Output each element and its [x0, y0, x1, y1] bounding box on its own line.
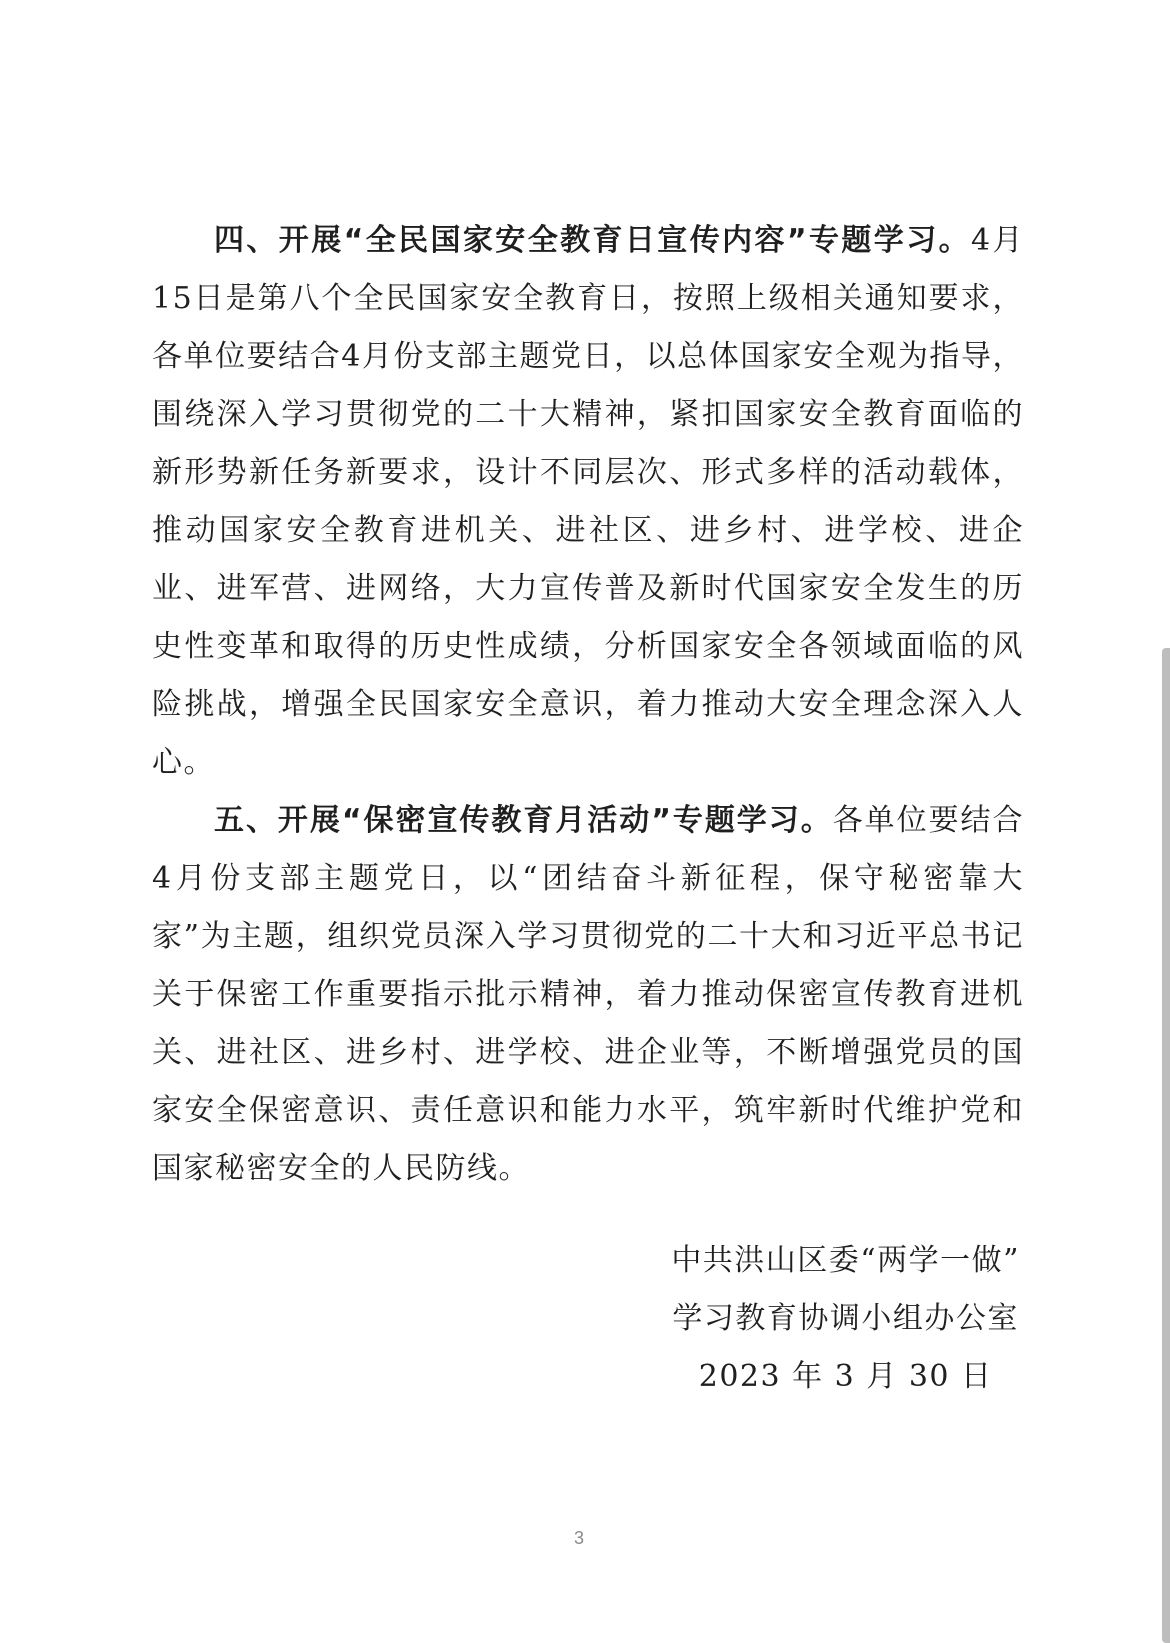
scrollbar-thumb[interactable]: [1162, 648, 1170, 1643]
paragraph-4-heading: 四、开展“全民国家安全教育日宣传内容”专题学习。: [214, 223, 972, 258]
paragraph-5: [152, 792, 1024, 1198]
paragraph-4-body: 4月15日是第八个全民国家安全教育日，按照上级相关通知要求，各单位要结合4月份支部主题党日，以总体国家安全观为指导，围绕深入学习贯彻党的二十大精神，紧扣国家安全教育面临的新形势新任务新要求，设计不同层次、形式多样的活动载体，推动国家安全教育进机关、进社区、进乡村、进学校、进企业、进军营、进网络，大力宣传普及新时代国家安全发生的历史性变革和取得的历史性成绩，分析国家安全各领域面临的风险挑战，增强全民国家安全意识，着力推动大安全理念深入人心。: [152, 223, 1025, 780]
signature-org-line1: 中共洪山区委“两学一做”: [671, 1243, 1020, 1278]
page-number: 3: [573, 1528, 584, 1548]
document-body: [152, 212, 1024, 1198]
paragraph-5-body: 各单位要结合4月份支部主题党日，以“团结奋斗新征程，保守秘密靠大家”为主题，组织党员深入学习贯彻党的二十大和习近平总书记关于保密工作重要指示批示精神，着力推动保密宣传教育进机关、进社区、进乡村、进学校、进企业等，不断增强党员的国家安全保密意识、责任意识和能力水平，筑牢新时代维护党和国家秘密安全的人民防线。: [152, 803, 1024, 1186]
signature-org-line2: 学习教育协调小组办公室: [672, 1301, 1019, 1336]
signature-block: [671, 1232, 1020, 1406]
paragraph-5-heading: 五、开展“保密宣传教育月活动”专题学习。: [214, 803, 833, 838]
paragraph-4: [152, 212, 1024, 792]
signature-date: 2023 年 3 月 30 日: [698, 1359, 993, 1394]
